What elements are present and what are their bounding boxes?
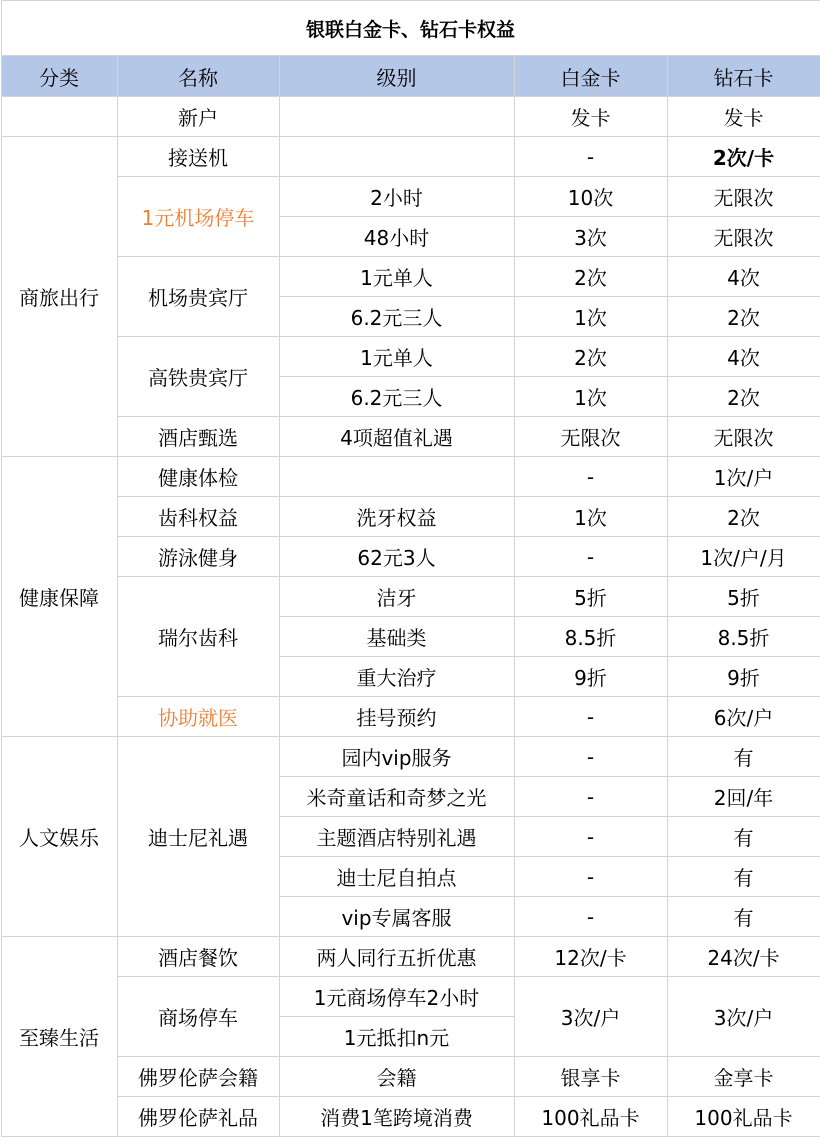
diamond-cell: 4次 [667,337,820,377]
diamond-cell: 8.5折 [667,617,820,657]
level-cell: 4项超值礼遇 [279,417,514,457]
diamond-cell: 有 [667,817,820,857]
name-cell: 接送机 [117,137,279,177]
diamond-cell: 3次/户 [667,977,820,1057]
platinum-cell: - [514,857,667,897]
platinum-cell: 1次 [514,297,667,337]
level-cell: 会籍 [279,1057,514,1097]
name-cell-highlight: 1元机场停车 [117,177,279,257]
name-cell: 佛罗伦萨会籍 [117,1057,279,1097]
table-row [1,337,820,377]
table-row [1,737,820,777]
platinum-cell: 无限次 [514,417,667,457]
category-cell: 健康保障 [1,457,117,737]
table-row [1,977,820,1017]
table-row [1,937,820,977]
diamond-cell: 无限次 [667,417,820,457]
name-cell: 高铁贵宾厅 [117,337,279,417]
level-cell: 洗牙权益 [279,497,514,537]
diamond-cell: 有 [667,857,820,897]
diamond-cell: 2次 [667,297,820,337]
name-cell: 佛罗伦萨礼品 [117,1097,279,1137]
level-cell: 1元抵扣n元 [279,1017,514,1057]
table-row [1,417,820,457]
diamond-cell: 5折 [667,577,820,617]
table-row [1,497,820,537]
name-cell: 酒店甄选 [117,417,279,457]
level-cell: 园内vip服务 [279,737,514,777]
diamond-cell: 1次/户 [667,457,820,497]
name-cell: 酒店餐饮 [117,937,279,977]
table-row [1,457,820,497]
platinum-cell: - [514,777,667,817]
header-platinum: 白金卡 [514,56,667,97]
diamond-cell: 2次 [667,377,820,417]
diamond-cell: 9折 [667,657,820,697]
platinum-cell: - [514,537,667,577]
platinum-cell: - [514,697,667,737]
level-cell: 2小时 [279,177,514,217]
level-cell: 1元单人 [279,257,514,297]
diamond-cell: 100礼品卡 [667,1097,820,1137]
level-cell: 洁牙 [279,577,514,617]
level-cell: 重大治疗 [279,657,514,697]
category-cell: 人文娱乐 [1,737,117,937]
category-cell-empty [1,97,117,137]
category-cell: 至臻生活 [1,937,117,1137]
header-row [1,56,820,97]
diamond-cell: 无限次 [667,177,820,217]
name-cell: 商场停车 [117,977,279,1057]
platinum-cell: 3次 [514,217,667,257]
platinum-cell: 5折 [514,577,667,617]
level-cell: 48小时 [279,217,514,257]
category-cell: 商旅出行 [1,137,117,457]
table-row [1,177,820,217]
diamond-cell: 1次/户/月 [667,537,820,577]
table-row [1,537,820,577]
level-cell: 6.2元三人 [279,297,514,337]
level-cell: 1元商场停车2小时 [279,977,514,1017]
name-cell: 机场贵宾厅 [117,257,279,337]
platinum-cell: - [514,457,667,497]
name-cell: 齿科权益 [117,497,279,537]
diamond-cell: 无限次 [667,217,820,257]
level-cell: 62元3人 [279,537,514,577]
diamond-cell: 2回/年 [667,777,820,817]
level-cell [279,457,514,497]
table-title: 银联白金卡、钻石卡权益 [1,1,820,56]
benefits-table [1,0,820,1137]
header-diamond: 钻石卡 [667,56,820,97]
level-cell: 1元单人 [279,337,514,377]
table-row [1,257,820,297]
level-cell: 挂号预约 [279,697,514,737]
platinum-cell: 1次 [514,377,667,417]
platinum-cell: 3次/户 [514,977,667,1057]
diamond-cell: 金享卡 [667,1057,820,1097]
diamond-cell: 24次/卡 [667,937,820,977]
level-cell: vip专属客服 [279,897,514,937]
platinum-cell: 12次/卡 [514,937,667,977]
platinum-cell: - [514,737,667,777]
diamond-cell: 6次/户 [667,697,820,737]
diamond-cell: 2次 [667,497,820,537]
platinum-cell: 8.5折 [514,617,667,657]
table-row [1,697,820,737]
platinum-cell: 10次 [514,177,667,217]
diamond-cell: 有 [667,737,820,777]
table-row [1,1057,820,1097]
level-cell: 消费1笔跨境消费 [279,1097,514,1137]
header-level: 级别 [279,56,514,97]
level-cell: 基础类 [279,617,514,657]
platinum-cell: 1次 [514,497,667,537]
platinum-cell: 9折 [514,657,667,697]
header-category: 分类 [1,56,117,97]
level-cell: 主题酒店特别礼遇 [279,817,514,857]
name-cell: 新户 [117,97,279,137]
platinum-cell: - [514,817,667,857]
name-cell: 健康体检 [117,457,279,497]
name-cell: 游泳健身 [117,537,279,577]
title-row [1,1,820,56]
diamond-cell: 2次/卡 [667,137,820,177]
platinum-cell: 发卡 [514,97,667,137]
name-cell: 迪士尼礼遇 [117,737,279,937]
diamond-cell: 4次 [667,257,820,297]
name-cell: 瑞尔齿科 [117,577,279,697]
level-cell: 米奇童话和奇梦之光 [279,777,514,817]
table-row [1,97,820,137]
table-row [1,137,820,177]
diamond-cell: 有 [667,897,820,937]
platinum-cell: 银享卡 [514,1057,667,1097]
diamond-cell: 发卡 [667,97,820,137]
platinum-cell: 100礼品卡 [514,1097,667,1137]
platinum-cell: 2次 [514,257,667,297]
level-cell: 6.2元三人 [279,377,514,417]
platinum-cell: 2次 [514,337,667,377]
header-name: 名称 [117,56,279,97]
level-cell: 迪士尼自拍点 [279,857,514,897]
platinum-cell: - [514,897,667,937]
table-row [1,577,820,617]
level-cell [279,97,514,137]
table-row [1,1097,820,1137]
level-cell [279,137,514,177]
platinum-cell: - [514,137,667,177]
level-cell: 两人同行五折优惠 [279,937,514,977]
name-cell-highlight: 协助就医 [117,697,279,737]
